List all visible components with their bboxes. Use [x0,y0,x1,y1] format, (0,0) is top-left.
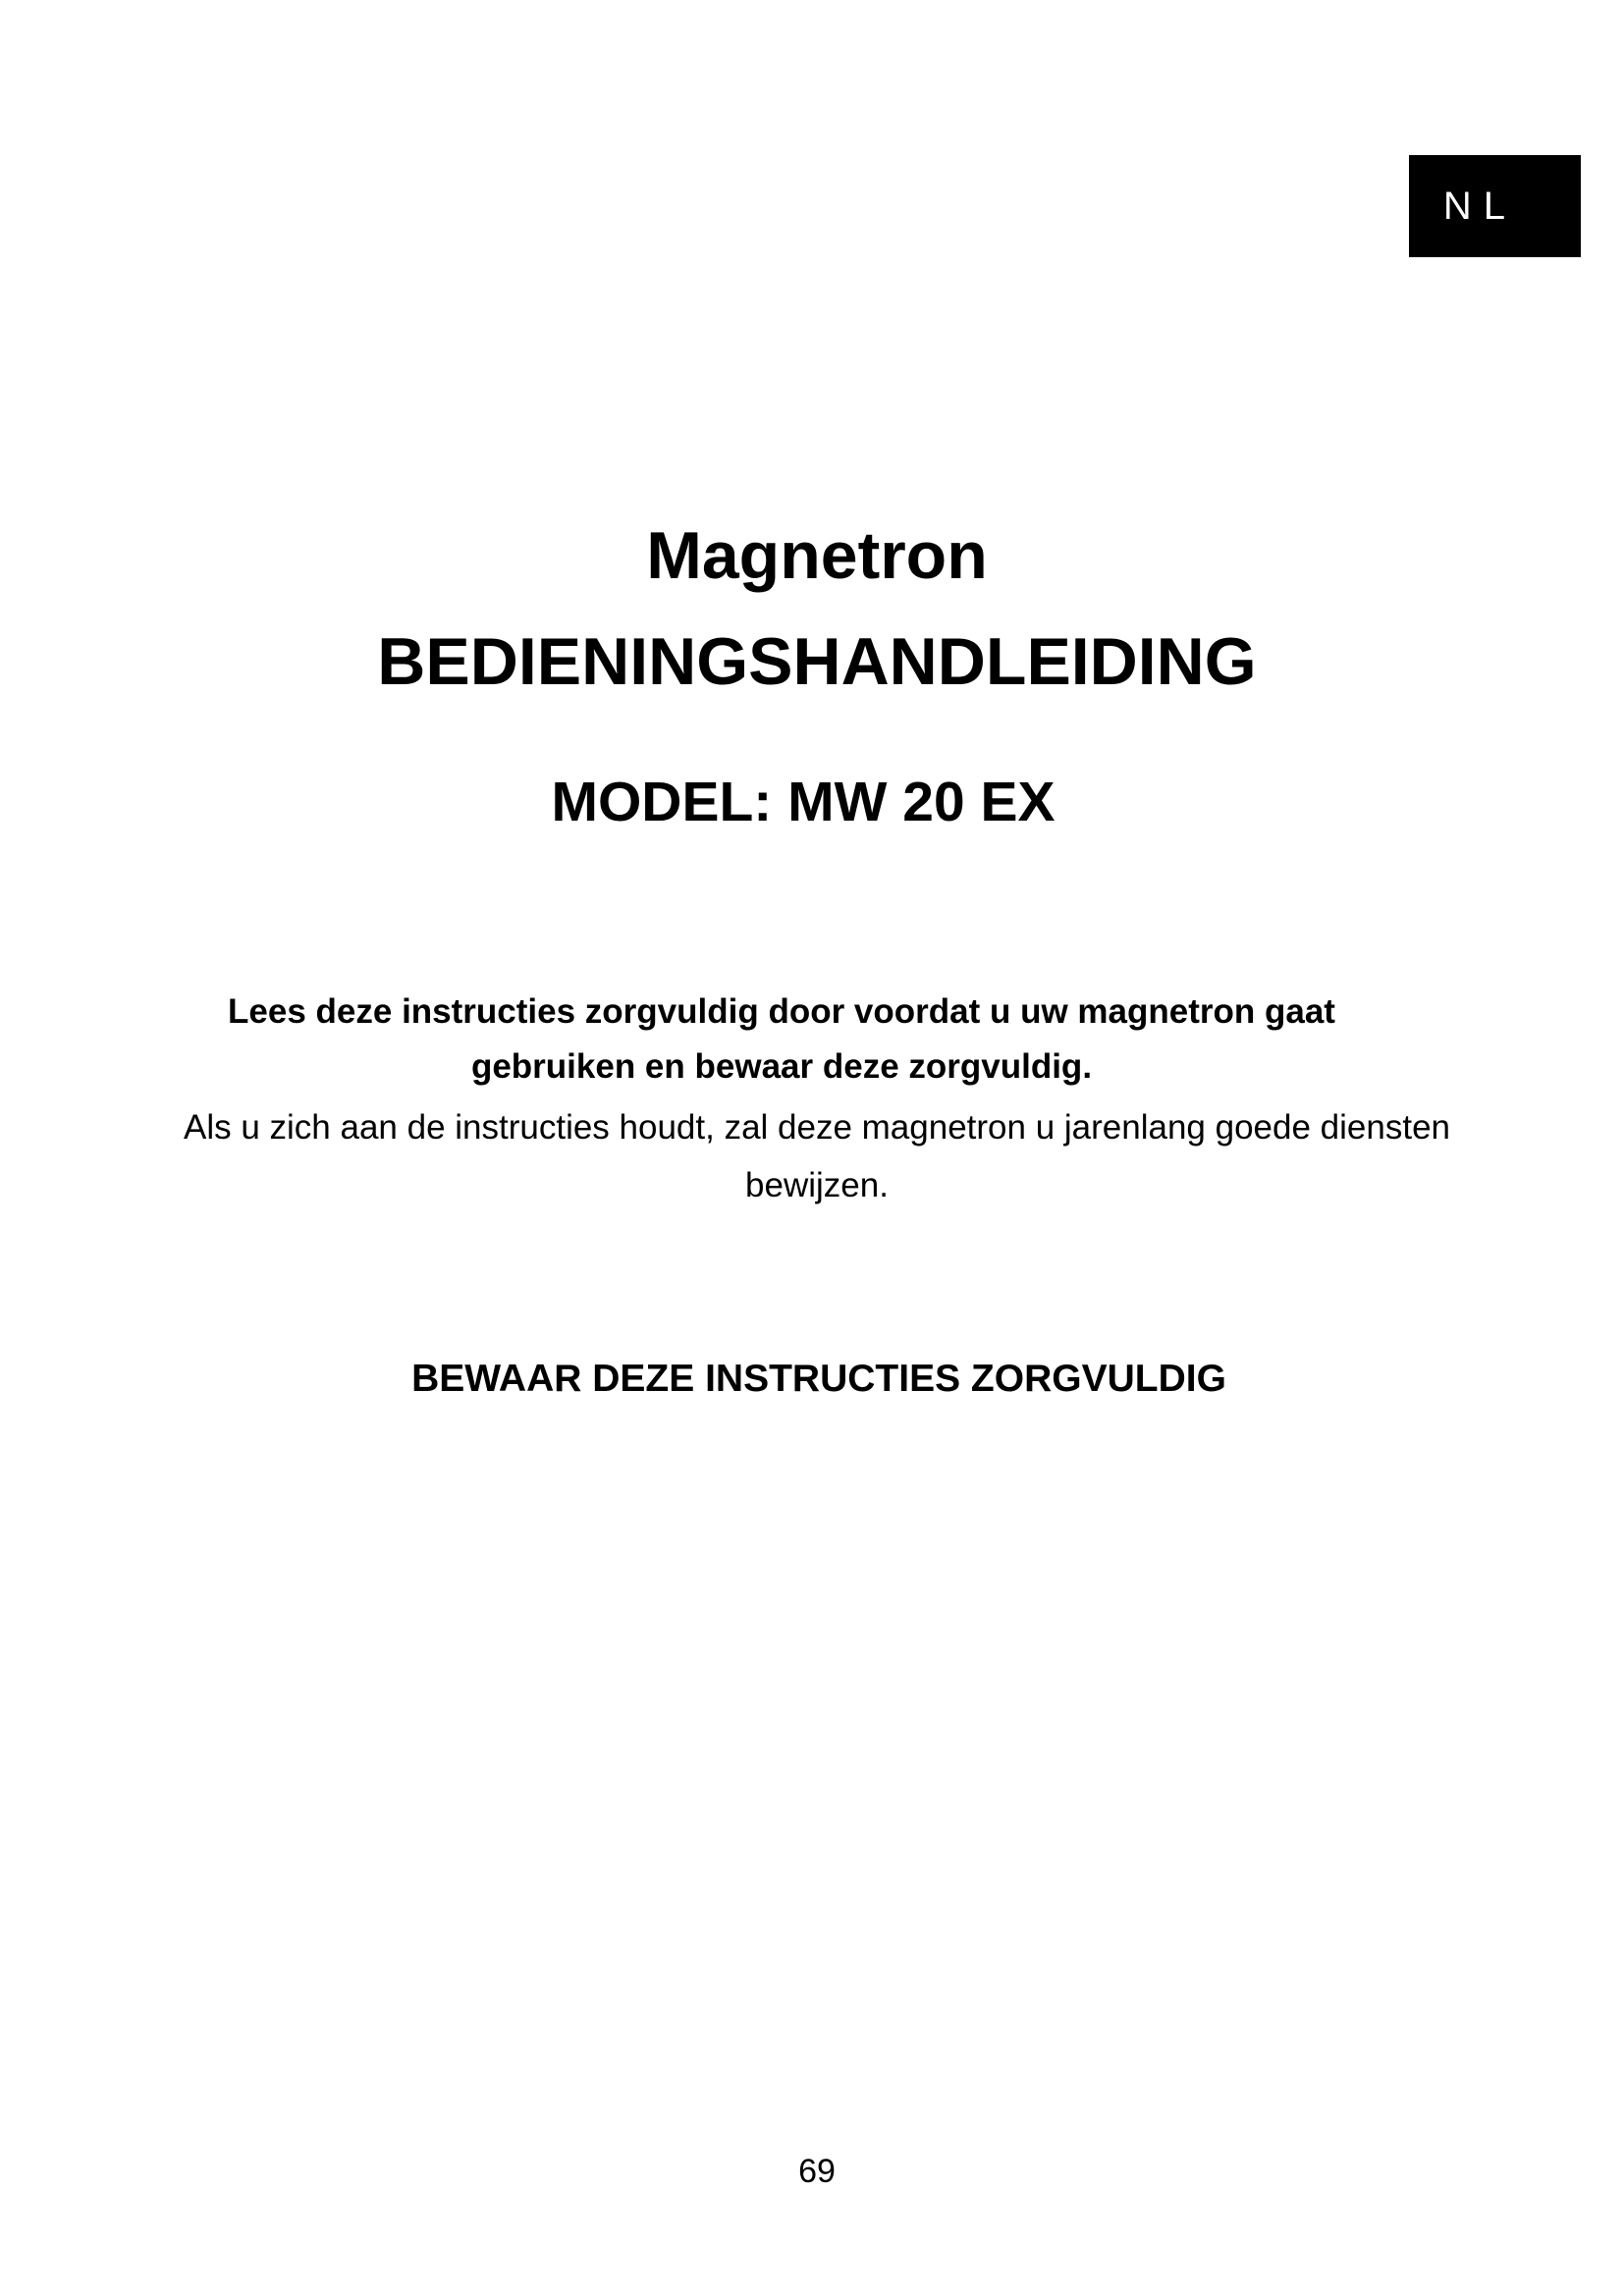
notice-bold-line: Lees deze instructies zorgvuldig door voordat u uw magnetron gaat [228,992,1335,1031]
document-title: Magnetron [646,518,988,593]
notice-bold-line: gebruiken en bewaar deze zorgvuldig. [470,1047,1093,1086]
page-number: 69 [798,2153,836,2190]
keep-instructions-heading: BEWAAR DEZE INSTRUCTIES ZORGVULDIG [411,1358,1226,1400]
language-badge-label: NL [1442,184,1518,228]
document-subtitle: BEDIENINGSHANDLEIDING [377,624,1257,699]
notice-regular-line: Als u zich aan de instructies houdt, zal deze magnetron u jarenlang goede diensten [183,1108,1450,1147]
notice-regular-line: bewijzen. [745,1166,889,1204]
language-badge [1409,155,1581,257]
model-number: MODEL: MW 20 EX [551,771,1056,833]
